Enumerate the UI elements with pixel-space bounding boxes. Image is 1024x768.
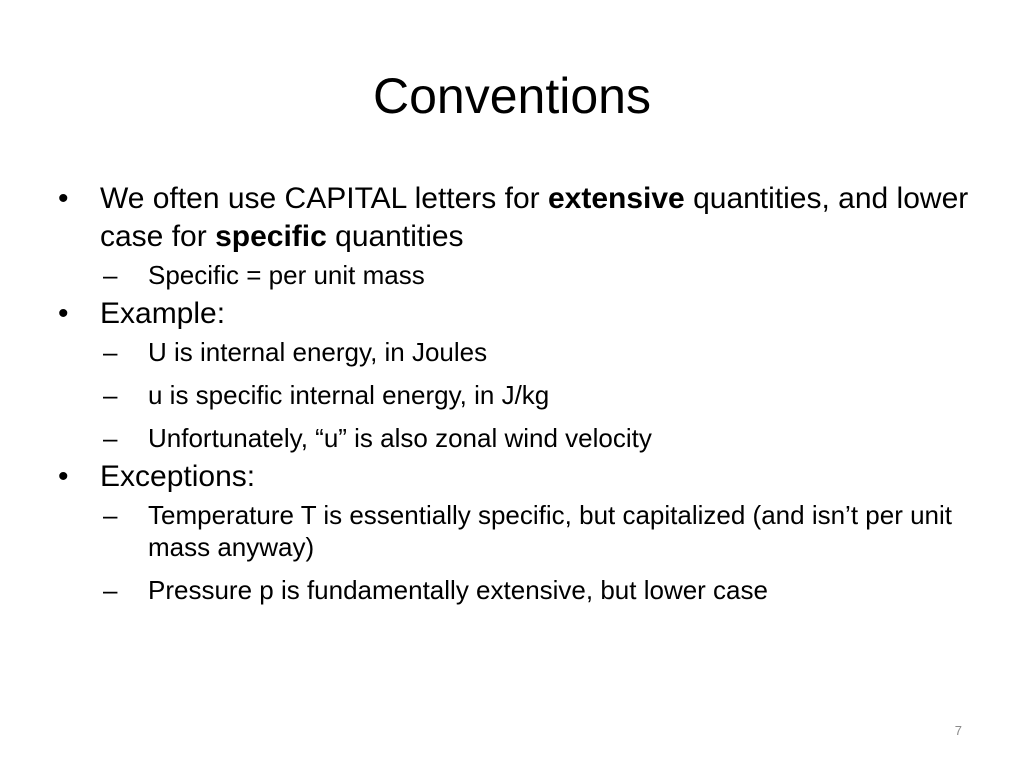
bullet-marker: • [58, 460, 69, 493]
sub-bullet-item [103, 259, 988, 291]
bullet-text-part: quantities, and lower case for [100, 182, 969, 253]
bullet-marker: • [58, 297, 69, 330]
bullet-text-part: quantities [326, 220, 464, 253]
sub-bullet-list [100, 499, 988, 606]
sub-bullet-text: Specific = per unit mass [148, 260, 425, 290]
bullet-text-part: We often use CAPITAL letters for [100, 182, 548, 215]
sub-bullet-text: Temperature T is essentially specific, but capitalized (and isn’t per unit mass anyway) [148, 500, 952, 562]
dash-marker: – [103, 260, 118, 290]
bullet-text [100, 182, 968, 253]
bullet-text: Exceptions: [100, 460, 256, 493]
bullet-text: Example: [100, 297, 226, 330]
dash-marker: – [103, 575, 118, 605]
sub-bullet-text: U is internal energy, in Joules [148, 337, 488, 367]
sub-bullet-text: Pressure p is fundamentally extensive, but lower case [148, 575, 768, 605]
dash-marker: – [103, 380, 118, 410]
sub-bullet-list [100, 336, 988, 454]
sub-bullet-text: u is specific internal energy, in J/kg [148, 380, 550, 410]
bullet-list [58, 180, 988, 610]
bold-term-specific: specific [215, 220, 327, 253]
bullet-item-capital-letters [58, 180, 988, 291]
sub-bullet-item [103, 379, 988, 411]
dash-marker: – [103, 500, 118, 530]
sub-bullet-item [103, 336, 988, 368]
sub-bullet-list [100, 259, 988, 291]
sub-bullet-item [103, 422, 988, 454]
sub-bullet-text: Unfortunately, “u” is also zonal wind velocity [148, 423, 652, 453]
sub-bullet-item [103, 574, 988, 606]
bullet-item-example [58, 295, 988, 454]
dash-marker: – [103, 337, 118, 367]
bullet-item-exceptions [58, 458, 988, 606]
bold-term-extensive: extensive [547, 182, 685, 215]
sub-bullet-item [103, 499, 988, 563]
slide-number: 7 [954, 723, 962, 738]
bullet-marker: • [58, 182, 69, 215]
dash-marker: – [103, 423, 118, 453]
slide-title: Conventions [373, 68, 651, 124]
